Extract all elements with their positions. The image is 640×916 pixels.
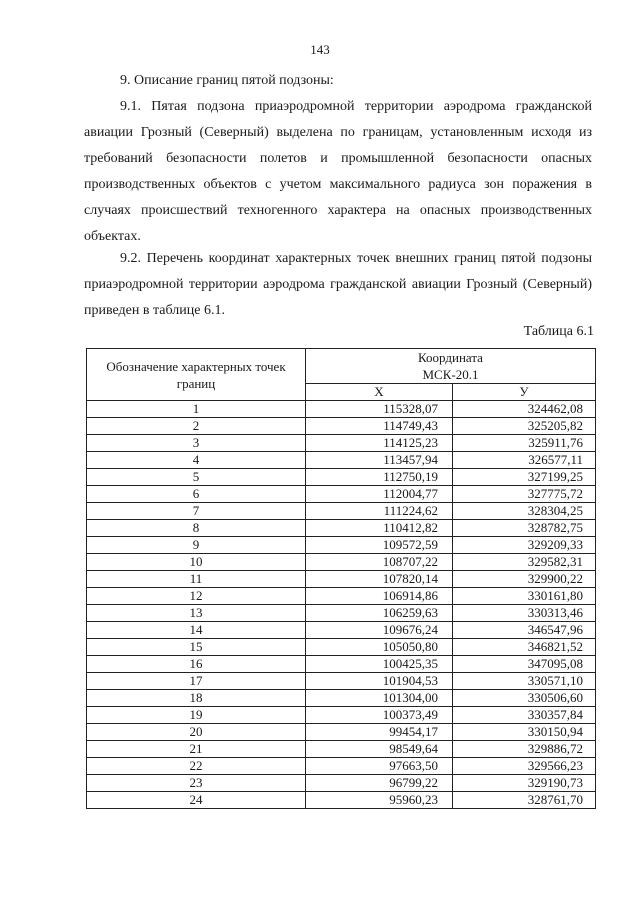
table-row [87,418,596,435]
y-coordinate-cell: 325911,76 [452,435,595,452]
table-row [87,503,596,520]
point-number-cell: 8 [87,520,306,537]
y-coordinate-cell: 346821,52 [452,639,595,656]
x-coordinate-cell: 114125,23 [306,435,453,452]
point-number-cell: 3 [87,435,306,452]
point-number-cell: 19 [87,707,306,724]
x-coordinate-cell: 112750,19 [306,469,453,486]
point-number-cell: 13 [87,605,306,622]
paragraph-9-1: 9.1. Пятая подзона приаэродромной территории аэродрома гражданской авиации Грозный (Северный) выделена по границам, установленным исходя из требований безопасности полетов и промышленной безопасности опасных производственных объектов с учетом максимального радиуса зон поражения в случаях происшествий техногенного характера на опасных производственных объектах. [84,99,592,244]
table-row [87,758,596,775]
point-number-cell: 4 [87,452,306,469]
point-number-cell: 10 [87,554,306,571]
y-coordinate-cell: 327775,72 [452,486,595,503]
y-coordinate-cell: 330571,10 [452,673,595,690]
point-number-cell: 1 [87,401,306,418]
header-x: Х [306,384,453,401]
point-number-cell: 18 [87,690,306,707]
x-coordinate-cell: 97663,50 [306,758,453,775]
y-coordinate-cell: 325205,82 [452,418,595,435]
x-coordinate-cell: 105050,80 [306,639,453,656]
table-row [87,537,596,554]
table-row [87,724,596,741]
x-coordinate-cell: 109676,24 [306,622,453,639]
header-coordinates-line1: Координата [418,350,483,365]
y-coordinate-cell: 328782,75 [452,520,595,537]
point-number-cell: 16 [87,656,306,673]
point-number-cell: 15 [87,639,306,656]
header-coordinates [306,349,596,384]
table-row [87,639,596,656]
x-coordinate-cell: 114749,43 [306,418,453,435]
y-coordinate-cell: 330313,46 [452,605,595,622]
table-row [87,554,596,571]
table-row [87,690,596,707]
x-coordinate-cell: 112004,77 [306,486,453,503]
table-row [87,656,596,673]
table-row [87,622,596,639]
point-number-cell: 17 [87,673,306,690]
x-coordinate-cell: 113457,94 [306,452,453,469]
y-coordinate-cell: 329566,23 [452,758,595,775]
y-coordinate-cell: 328761,70 [452,792,595,809]
x-coordinate-cell: 100425,35 [306,656,453,673]
y-coordinate-cell: 330506,60 [452,690,595,707]
point-number-cell: 9 [87,537,306,554]
x-coordinate-cell: 98549,64 [306,741,453,758]
point-number-cell: 11 [87,571,306,588]
table-row [87,469,596,486]
header-coordinates-line2: МСК-20.1 [422,367,479,382]
y-coordinate-cell: 329209,33 [452,537,595,554]
x-coordinate-cell: 109572,59 [306,537,453,554]
table-row [87,401,596,418]
point-number-cell: 6 [87,486,306,503]
x-coordinate-cell: 115328,07 [306,401,453,418]
x-coordinate-cell: 111224,62 [306,503,453,520]
point-number-cell: 23 [87,775,306,792]
table-row [87,452,596,469]
x-coordinate-cell: 100373,49 [306,707,453,724]
table-header-row [87,349,596,384]
point-number-cell: 7 [87,503,306,520]
x-coordinate-cell: 101904,53 [306,673,453,690]
x-coordinate-cell: 108707,22 [306,554,453,571]
point-number-cell: 24 [87,792,306,809]
x-coordinate-cell: 96799,22 [306,775,453,792]
table-row [87,520,596,537]
table-row [87,588,596,605]
point-number-cell: 14 [87,622,306,639]
point-number-cell: 22 [87,758,306,775]
point-number-cell: 20 [87,724,306,741]
table-caption: Таблица 6.1 [523,324,594,339]
table-body [87,401,596,809]
y-coordinate-cell: 324462,08 [452,401,595,418]
y-coordinate-cell: 346547,96 [452,622,595,639]
x-coordinate-cell: 106259,63 [306,605,453,622]
x-coordinate-cell: 110412,82 [306,520,453,537]
y-coordinate-cell: 327199,25 [452,469,595,486]
x-coordinate-cell: 101304,00 [306,690,453,707]
table-row [87,486,596,503]
y-coordinate-cell: 330161,80 [452,588,595,605]
paragraph-9-2: 9.2. Перечень координат характерных точек внешних границ пятой подзоны приаэродромной территории аэродрома гражданской авиации Грозный (Северный) приведен в таблице 6.1. [84,251,592,318]
y-coordinate-cell: 330150,94 [452,724,595,741]
table-row [87,775,596,792]
x-coordinate-cell: 99454,17 [306,724,453,741]
header-y: У [452,384,595,401]
y-coordinate-cell: 329886,72 [452,741,595,758]
coordinates-table [86,348,596,809]
point-number-cell: 2 [87,418,306,435]
y-coordinate-cell: 329900,22 [452,571,595,588]
table-row [87,571,596,588]
x-coordinate-cell: 106914,86 [306,588,453,605]
x-coordinate-cell: 95960,23 [306,792,453,809]
point-number-cell: 12 [87,588,306,605]
table-row [87,673,596,690]
table-row [87,707,596,724]
table-row [87,435,596,452]
point-number-cell: 21 [87,741,306,758]
y-coordinate-cell: 330357,84 [452,707,595,724]
header-points: Обозначение характерных точек границ [87,349,306,401]
table-row [87,741,596,758]
y-coordinate-cell: 328304,25 [452,503,595,520]
y-coordinate-cell: 329582,31 [452,554,595,571]
y-coordinate-cell: 347095,08 [452,656,595,673]
section-heading: 9. Описание границ пятой подзоны: [120,73,334,88]
table-row [87,792,596,809]
point-number-cell: 5 [87,469,306,486]
y-coordinate-cell: 326577,11 [452,452,595,469]
x-coordinate-cell: 107820,14 [306,571,453,588]
table-row [87,605,596,622]
y-coordinate-cell: 329190,73 [452,775,595,792]
page-number: 143 [310,42,330,57]
